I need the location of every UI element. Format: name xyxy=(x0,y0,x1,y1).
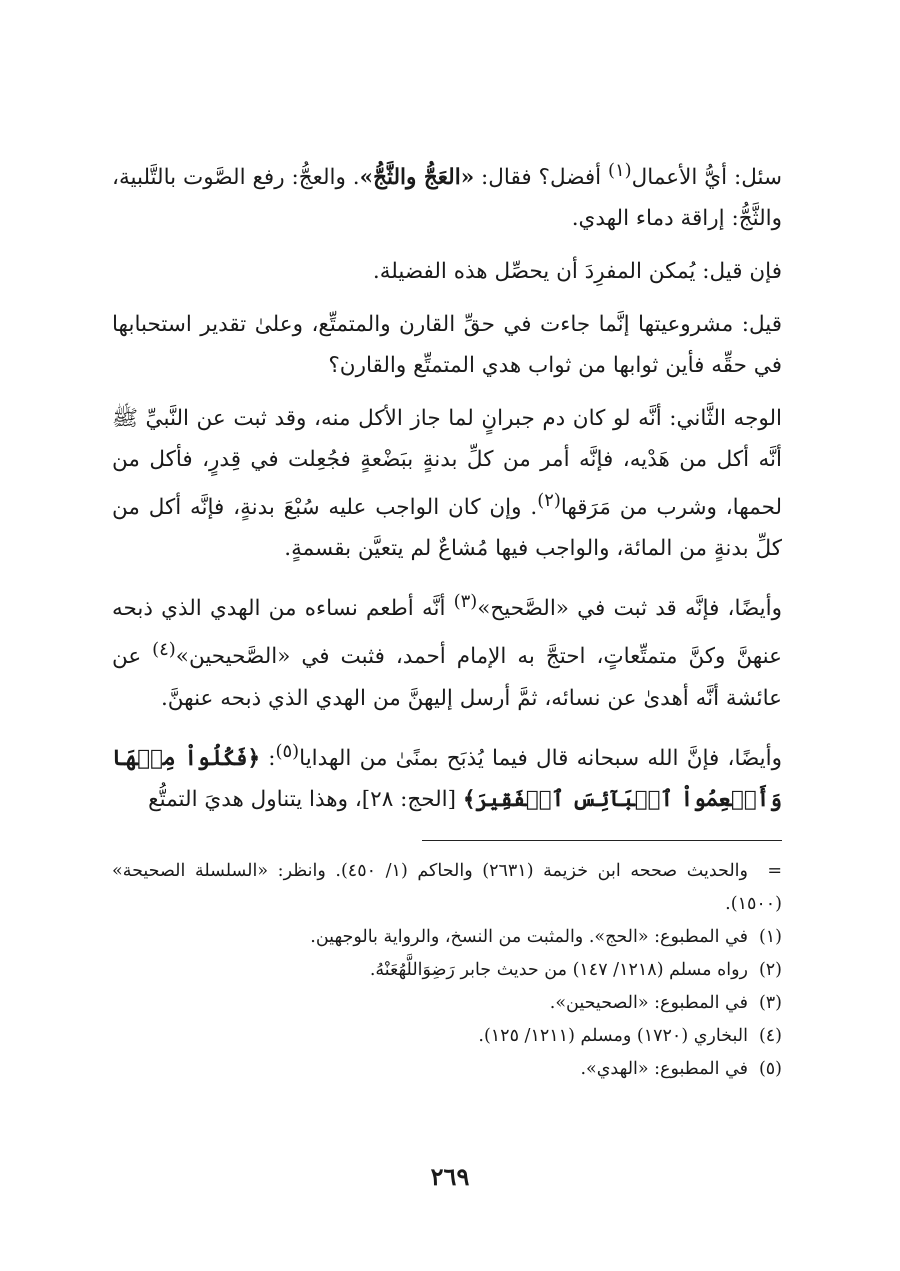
footnote-text: البخاري (١٧٢٠) ومسلم (١٢١١/ ١٢٥). xyxy=(478,1025,748,1046)
footnote-text: رواه مسلم (١٢١٨/ ١٤٧) من حديث جابر رَضِوَاللَّهُعَنْهُ. xyxy=(369,959,748,980)
page-number: ٢٦٩ xyxy=(430,1162,470,1191)
footnote-4 xyxy=(112,1020,782,1053)
continuation-mark: = xyxy=(767,860,782,881)
text: عن عائشة أنَّه أهدىٰ عن نسائه، ثمَّ أرسل إليهنَّ من الهدي الذي ذبحه عنهنَّ. xyxy=(112,644,782,711)
text: سئل: أيُّ الأعمال xyxy=(631,165,782,191)
footnote-1 xyxy=(112,921,782,954)
footnote-number: (٥) xyxy=(758,1058,782,1079)
text: أنَّه أطعم نساءه من الهدي الذي ذبحه عنهنَّ وكنَّ متمتِّعاتٍ، احتجَّ به الإمام أحمد، فثبت في «الصَّحيحين» xyxy=(112,596,782,670)
footnote-ref-2[interactable]: (٢) xyxy=(537,490,561,512)
text: . والعجُّ: رفع الصَّوت بالتَّلبية، والثَّجُّ: إراقة دماء الهدي. xyxy=(112,165,782,232)
footnote-ref-4[interactable]: (٤) xyxy=(152,639,176,661)
text: وأيضًا، فإنَّ الله سبحانه قال فيما يُذبَح بمنًىٰ من الهدايا xyxy=(299,745,782,771)
text: أفضل؟ فقال: xyxy=(474,165,609,191)
footnote-separator xyxy=(422,840,782,841)
hadith-quote: «العَجُّ والثَّجُّ» xyxy=(359,165,475,191)
footnote-text: في المطبوع: «الصحيحين». xyxy=(549,992,748,1013)
text: . وإن كان الواجب عليه سُبْعَ بدنةٍ، فإنَّه أكل من كلِّ بدنةٍ من المائة، والواجب فيها مُشاعٌ لم يتعيَّن بقسمةٍ. xyxy=(112,495,782,562)
footnote-ref-5[interactable]: (٥) xyxy=(275,740,300,762)
footnote-ref-1[interactable]: (١) xyxy=(608,160,632,181)
paragraph-6 xyxy=(112,731,782,820)
footnote-number: (١) xyxy=(758,926,782,947)
paragraph-4 xyxy=(112,398,782,569)
footnote-text: في المطبوع: «الحج». والمثبت من النسخ، والرواية بالوجهين. xyxy=(310,926,748,947)
footnote-ref-3[interactable]: (٣) xyxy=(453,591,478,613)
footnote-3 xyxy=(112,987,782,1020)
paragraph-5 xyxy=(112,581,782,718)
text: الوجه الثَّاني: أنَّه لو كان دم جبرانٍ لما جاز الأكل منه، وقد ثبت عن النَّبيِّ ﷺ أنَّه أكل من هَدْيه، فإنَّه أمر من كلِّ بدنةٍ ببَضْعةٍ فجُعِلت في قِدرٍ، فأكل من لحمها، وشرب من مَرَقها xyxy=(112,406,782,521)
quran-verse: ﴿فَكُلُواْ مِنۡهَا وَأَطۡعِمُواْ ٱلۡبَآئِسَ ٱلۡفَقِيرَ﴾ xyxy=(112,745,782,812)
footnote-2 xyxy=(112,954,782,987)
footnote-number: (٤) xyxy=(758,1025,782,1046)
paragraph-3: قيل: مشروعيتها إنَّما جاءت في حقِّ القارن والمتمتِّع، وعلىٰ تقدير استحبابها في حقِّه فأين ثوابها من ثواب هدي المتمتِّع والقارن؟ xyxy=(112,312,782,379)
footnote-text: في المطبوع: «الهدي». xyxy=(580,1058,748,1079)
footnote-number: (٣) xyxy=(758,992,782,1013)
paragraph-1 xyxy=(112,150,782,239)
text: وأيضًا، فإنَّه قد ثبت في «الصَّحيح» xyxy=(477,596,782,622)
footnote-5 xyxy=(112,1053,782,1086)
footnote-continuation xyxy=(112,855,782,921)
footnote-number: (٢) xyxy=(758,959,782,980)
text: : xyxy=(260,745,276,771)
text: [الحج: ٢٨]، وهذا يتناول هديَ التمتُّع xyxy=(148,786,463,812)
footnote-text: والحديث صححه ابن خزيمة (٢٦٣١) والحاكم (١/ ٤٥٠). وانظر: «السلسلة الصحيحة» (١٥٠٠). xyxy=(112,860,782,914)
paragraph-2: فإن قيل: يُمكن المفرِدَ أن يحصِّل هذه الفضيلة. xyxy=(372,259,782,285)
